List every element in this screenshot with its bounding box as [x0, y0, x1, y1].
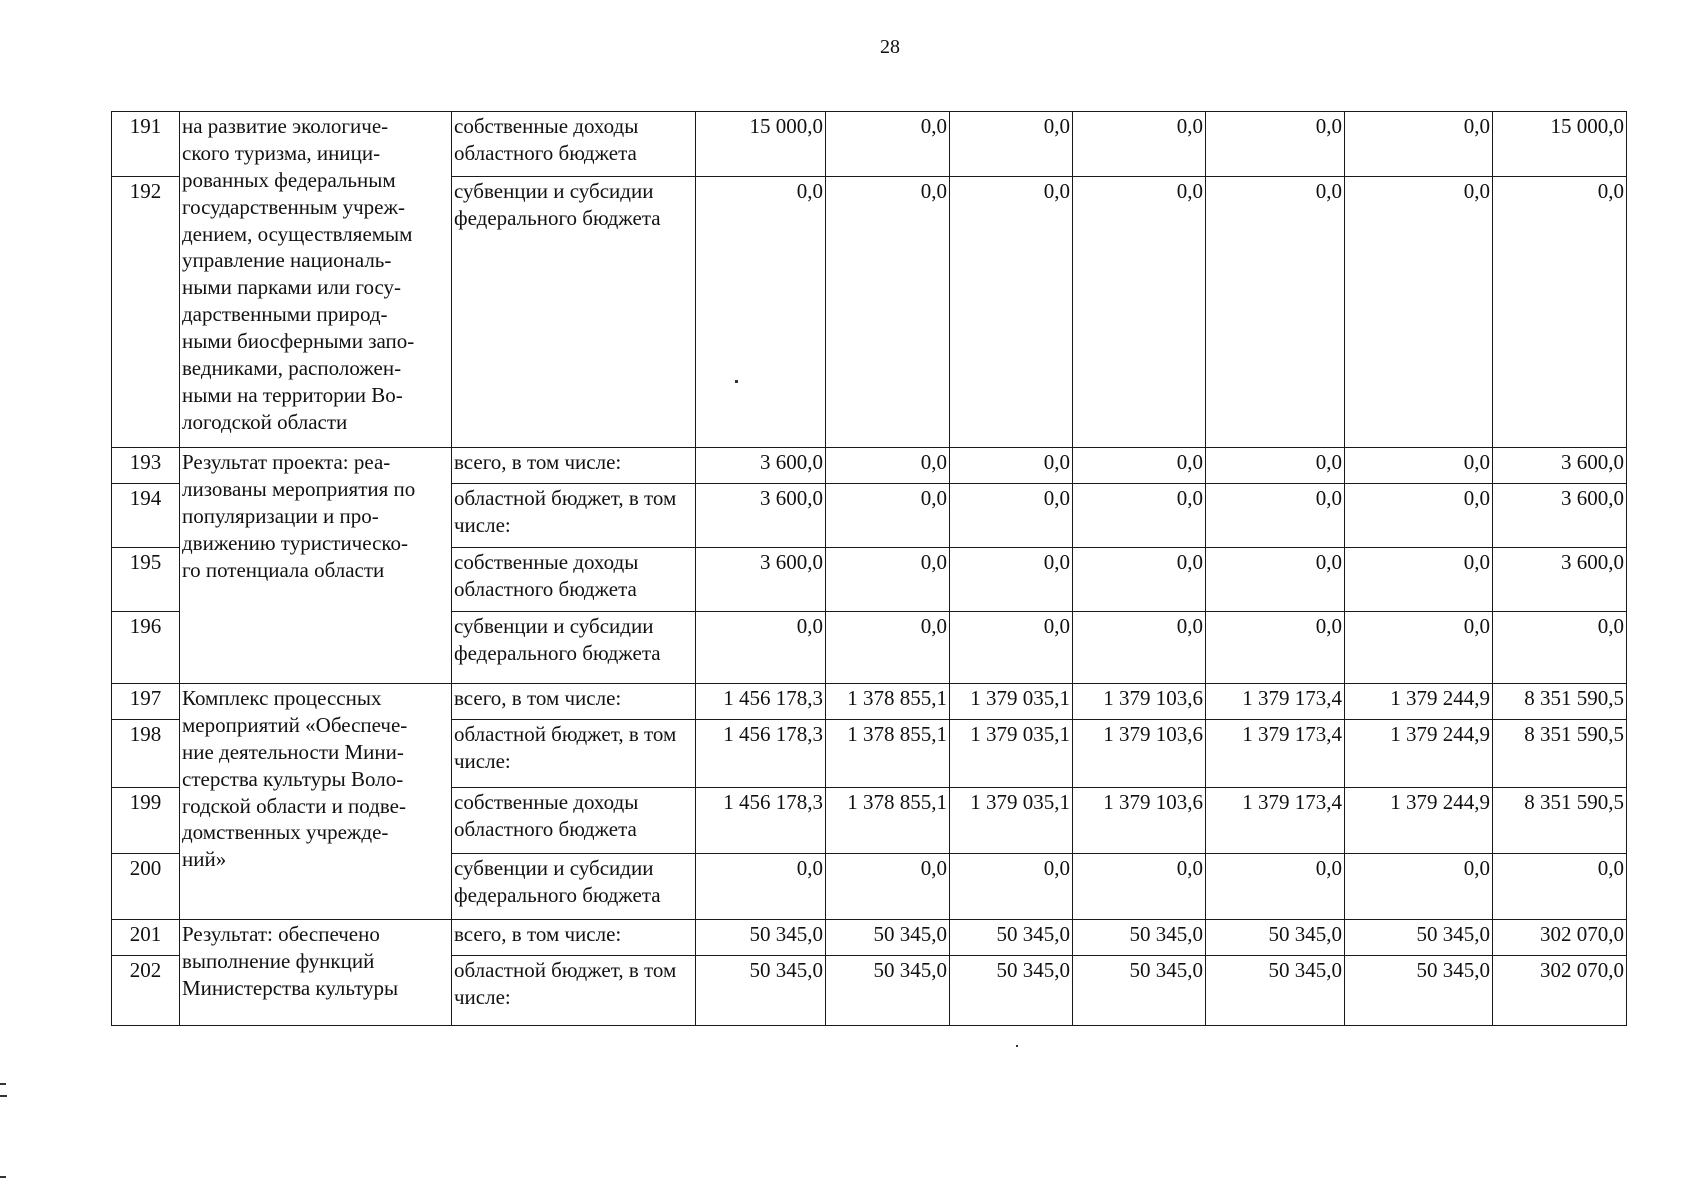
total-value: 0,0	[1493, 177, 1627, 448]
year-value: 0,0	[1073, 112, 1206, 177]
measure-name: Комплекс процессных мероприятий «Обеспече- ние деятельности Мини- стерства культуры Воло- годской области и подве- домственных учрежде- ний»	[180, 684, 452, 920]
funding-source: областной бюджет, в том числе:	[452, 720, 696, 788]
year-value: 50 345,0	[1206, 956, 1345, 1026]
scan-edge-mark	[0, 1083, 6, 1085]
year-value: 0,0	[1206, 177, 1345, 448]
year-value: 1 379 103,6	[1073, 720, 1206, 788]
row-number: 202	[112, 956, 180, 1026]
year-value: 0,0	[1073, 548, 1206, 612]
year-value: 0,0	[1206, 548, 1345, 612]
year-value: 1 456 178,3	[696, 788, 826, 854]
row-number: 193	[112, 448, 180, 484]
year-value: 0,0	[1073, 448, 1206, 484]
year-value: 0,0	[1073, 177, 1206, 448]
funding-source: собственные доходы областного бюджета	[452, 548, 696, 612]
year-value: 50 345,0	[826, 920, 950, 956]
funding-source: всего, в том числе:	[452, 448, 696, 484]
funding-source: субвенции и субсидии федерального бюджета	[452, 854, 696, 920]
year-value: 50 345,0	[950, 920, 1073, 956]
year-value: 1 379 173,4	[1206, 788, 1345, 854]
year-value: 0,0	[1345, 177, 1493, 448]
measure-name: Результат проекта: реа- лизованы мероприятия по популяризации и про- движению туристическо- го потенциала области	[180, 448, 452, 684]
row-number: 197	[112, 684, 180, 720]
year-value: 0,0	[1206, 112, 1345, 177]
year-value: 0,0	[1206, 484, 1345, 548]
funding-source: собственные доходы областного бюджета	[452, 112, 696, 177]
row-number: 201	[112, 920, 180, 956]
year-value: 0,0	[1345, 112, 1493, 177]
year-value: 1 378 855,1	[826, 720, 950, 788]
scan-edge-mark	[0, 1095, 7, 1097]
year-value: 0,0	[1345, 612, 1493, 684]
year-value: 50 345,0	[696, 920, 826, 956]
year-value: 1 378 855,1	[826, 788, 950, 854]
row-number: 195	[112, 548, 180, 612]
year-value: 0,0	[1345, 548, 1493, 612]
page-number: 28	[880, 36, 900, 58]
year-value: 50 345,0	[1206, 920, 1345, 956]
year-value: 50 345,0	[1073, 956, 1206, 1026]
funding-source: субвенции и субсидии федерального бюджета	[452, 177, 696, 448]
funding-source: собственные доходы областного бюджета	[452, 788, 696, 854]
year-value: 0,0	[1073, 612, 1206, 684]
year-value: 0,0	[696, 177, 826, 448]
row-number: 200	[112, 854, 180, 920]
year-value: 3 600,0	[696, 484, 826, 548]
year-value: 50 345,0	[826, 956, 950, 1026]
year-value: 1 379 035,1	[950, 684, 1073, 720]
total-value: 8 351 590,5	[1493, 720, 1627, 788]
table-row	[112, 684, 1627, 720]
total-value: 0,0	[1493, 612, 1627, 684]
total-value: 302 070,0	[1493, 920, 1627, 956]
table-row	[112, 448, 1627, 484]
year-value: 0,0	[950, 448, 1073, 484]
year-value: 0,0	[1345, 448, 1493, 484]
year-value: 1 379 173,4	[1206, 720, 1345, 788]
year-value: 0,0	[826, 548, 950, 612]
year-value: 0,0	[1073, 854, 1206, 920]
year-value: 50 345,0	[696, 956, 826, 1026]
year-value: 0,0	[696, 854, 826, 920]
year-value: 50 345,0	[1073, 920, 1206, 956]
year-value: 1 379 035,1	[950, 720, 1073, 788]
year-value: 0,0	[950, 854, 1073, 920]
year-value: 50 345,0	[950, 956, 1073, 1026]
year-value: 0,0	[950, 112, 1073, 177]
total-value: 8 351 590,5	[1493, 788, 1627, 854]
year-value: 0,0	[826, 177, 950, 448]
year-value: 1 379 244,9	[1345, 684, 1493, 720]
year-value: 0,0	[950, 484, 1073, 548]
budget-table	[111, 111, 1627, 1026]
year-value: 0,0	[1206, 612, 1345, 684]
row-number: 191	[112, 112, 180, 177]
year-value: 0,0	[826, 448, 950, 484]
year-value: 0,0	[1345, 854, 1493, 920]
year-value: 50 345,0	[1345, 956, 1493, 1026]
year-value: 1 378 855,1	[826, 684, 950, 720]
year-value: 1 379 244,9	[1345, 720, 1493, 788]
scan-speck	[1016, 1045, 1018, 1047]
scan-edge-mark	[0, 1176, 6, 1178]
year-value: 0,0	[696, 612, 826, 684]
year-value: 0,0	[826, 854, 950, 920]
year-value: 1 379 103,6	[1073, 788, 1206, 854]
funding-source: всего, в том числе:	[452, 684, 696, 720]
total-value: 8 351 590,5	[1493, 684, 1627, 720]
year-value: 15 000,0	[696, 112, 826, 177]
year-value: 0,0	[950, 612, 1073, 684]
year-value: 0,0	[1345, 484, 1493, 548]
funding-source: областной бюджет, в том числе:	[452, 956, 696, 1026]
year-value: 0,0	[950, 548, 1073, 612]
year-value: 50 345,0	[1345, 920, 1493, 956]
table-row	[112, 112, 1627, 177]
total-value: 302 070,0	[1493, 956, 1627, 1026]
row-number: 198	[112, 720, 180, 788]
year-value: 1 456 178,3	[696, 720, 826, 788]
year-value: 0,0	[1206, 854, 1345, 920]
year-value: 3 600,0	[696, 448, 826, 484]
total-value: 3 600,0	[1493, 548, 1627, 612]
year-value: 0,0	[826, 484, 950, 548]
year-value: 0,0	[1073, 484, 1206, 548]
scan-speck	[735, 380, 738, 383]
row-number: 199	[112, 788, 180, 854]
year-value: 3 600,0	[696, 548, 826, 612]
table-row	[112, 920, 1627, 956]
total-value: 0,0	[1493, 854, 1627, 920]
funding-source: всего, в том числе:	[452, 920, 696, 956]
year-value: 0,0	[1206, 448, 1345, 484]
year-value: 1 379 035,1	[950, 788, 1073, 854]
year-value: 1 379 173,4	[1206, 684, 1345, 720]
total-value: 15 000,0	[1493, 112, 1627, 177]
funding-source: субвенции и субсидии федерального бюджета	[452, 612, 696, 684]
measure-name: Результат: обеспечено выполнение функций Министерства культуры	[180, 920, 452, 1026]
year-value: 0,0	[826, 112, 950, 177]
row-number: 196	[112, 612, 180, 684]
row-number: 192	[112, 177, 180, 448]
year-value: 1 456 178,3	[696, 684, 826, 720]
measure-name: на развитие экологиче- ского туризма, иници- рованных федеральным государственным учреж- дением, осуществляемым управление националь- ными парками или госу- дарственными природ- ными биосферными запо- ведниками, расположен- ными на территории Во- логодской области	[180, 112, 452, 448]
row-number: 194	[112, 484, 180, 548]
total-value: 3 600,0	[1493, 448, 1627, 484]
year-value: 1 379 103,6	[1073, 684, 1206, 720]
year-value: 1 379 244,9	[1345, 788, 1493, 854]
funding-source: областной бюджет, в том числе:	[452, 484, 696, 548]
total-value: 3 600,0	[1493, 484, 1627, 548]
year-value: 0,0	[826, 612, 950, 684]
year-value: 0,0	[950, 177, 1073, 448]
